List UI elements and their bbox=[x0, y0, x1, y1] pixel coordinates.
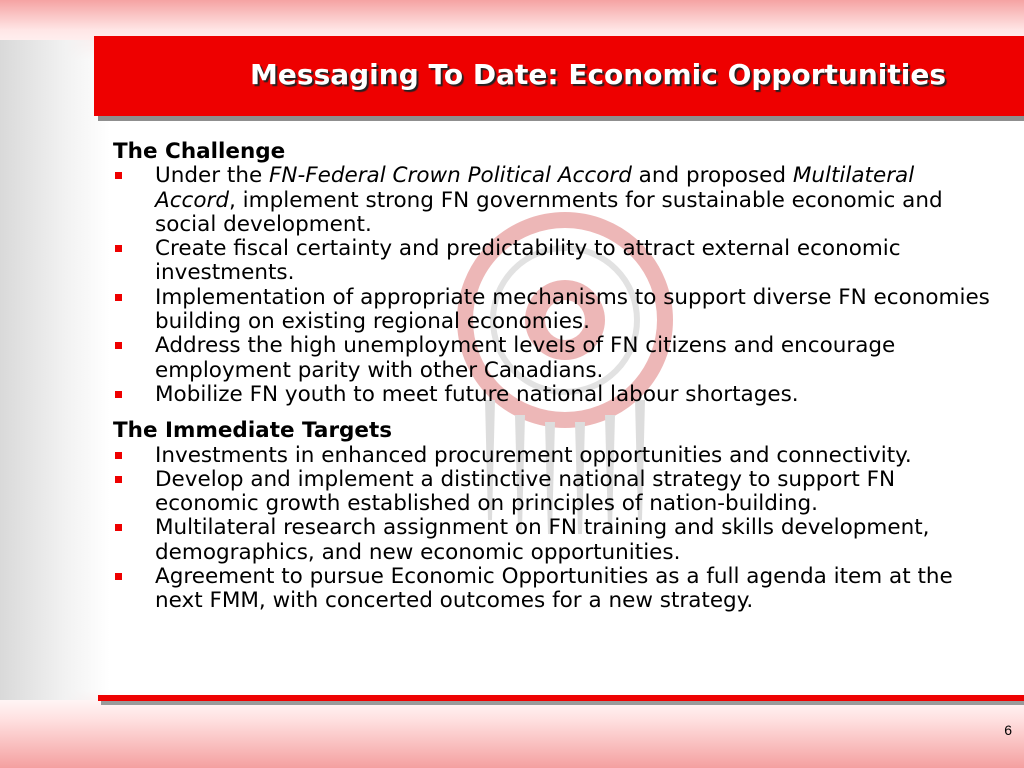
bullet-text: Agreement to pursue Economic Opportunities as a full agenda item at the next FMM, with concerted outcomes for a new strategy. bbox=[155, 564, 953, 614]
bullet-square-icon bbox=[115, 573, 122, 580]
section-heading: The Immediate Targets bbox=[113, 418, 393, 444]
bullet-text: , implement strong FN governments for sustainable economic and social development. bbox=[155, 187, 943, 237]
bullet-square-icon bbox=[115, 245, 122, 252]
bullet-text: Develop and implement a distinctive national strategy to support FN economic growth established on principles of nation-building. bbox=[155, 466, 896, 517]
bullet-square-icon bbox=[115, 524, 122, 531]
bullet-list bbox=[113, 444, 993, 614]
bullet-text: Mobilize FN youth to meet future national labour shortages. bbox=[155, 381, 799, 407]
list-item bbox=[113, 237, 993, 286]
list-item bbox=[113, 164, 993, 237]
bullet-square-icon bbox=[115, 452, 122, 459]
bullet-text-italic: Multilateral Accord bbox=[155, 163, 915, 213]
bullet-text: Create fiscal certainty and predictability to attract external economic investments. bbox=[155, 236, 901, 286]
list-item bbox=[113, 468, 993, 517]
list-item bbox=[113, 383, 993, 407]
list-item bbox=[113, 516, 993, 565]
list-item bbox=[113, 565, 993, 614]
bullet-square-icon bbox=[115, 172, 122, 179]
list-item bbox=[113, 286, 993, 335]
bullet-text: Multilateral research assignment on FN training and skills development, demographics, and new economic opportunities. bbox=[155, 515, 930, 565]
bullet-text: Under the bbox=[155, 163, 270, 189]
bullet-text: and proposed bbox=[631, 163, 793, 189]
bullet-text: Implementation of appropriate mechanisms to support diverse FN economies building on existing regional economies. bbox=[155, 284, 990, 335]
list-item bbox=[113, 334, 993, 383]
bottom-rule bbox=[98, 695, 1024, 701]
slide-body bbox=[113, 140, 993, 614]
bullet-square-icon bbox=[115, 342, 122, 349]
list-item bbox=[113, 444, 993, 468]
left-decorative-fade bbox=[0, 40, 110, 700]
page-number: 6 bbox=[1004, 722, 1012, 738]
bullet-square-icon bbox=[115, 476, 122, 483]
bullet-text: Address the high unemployment levels of FN citizens and encourage employment parity with other Canadians. bbox=[155, 333, 896, 383]
slide-title: Messaging To Date: Economic Opportunities bbox=[250, 58, 946, 91]
bullet-square-icon bbox=[115, 391, 122, 398]
bullet-text-italic: FN-Federal Crown Political Accord bbox=[269, 163, 632, 189]
section-heading: The Challenge bbox=[113, 139, 286, 164]
bullet-square-icon bbox=[115, 294, 122, 301]
bullet-list bbox=[113, 164, 993, 407]
bullet-text: Investments in enhanced procurement opportunities and connectivity. bbox=[155, 442, 912, 468]
